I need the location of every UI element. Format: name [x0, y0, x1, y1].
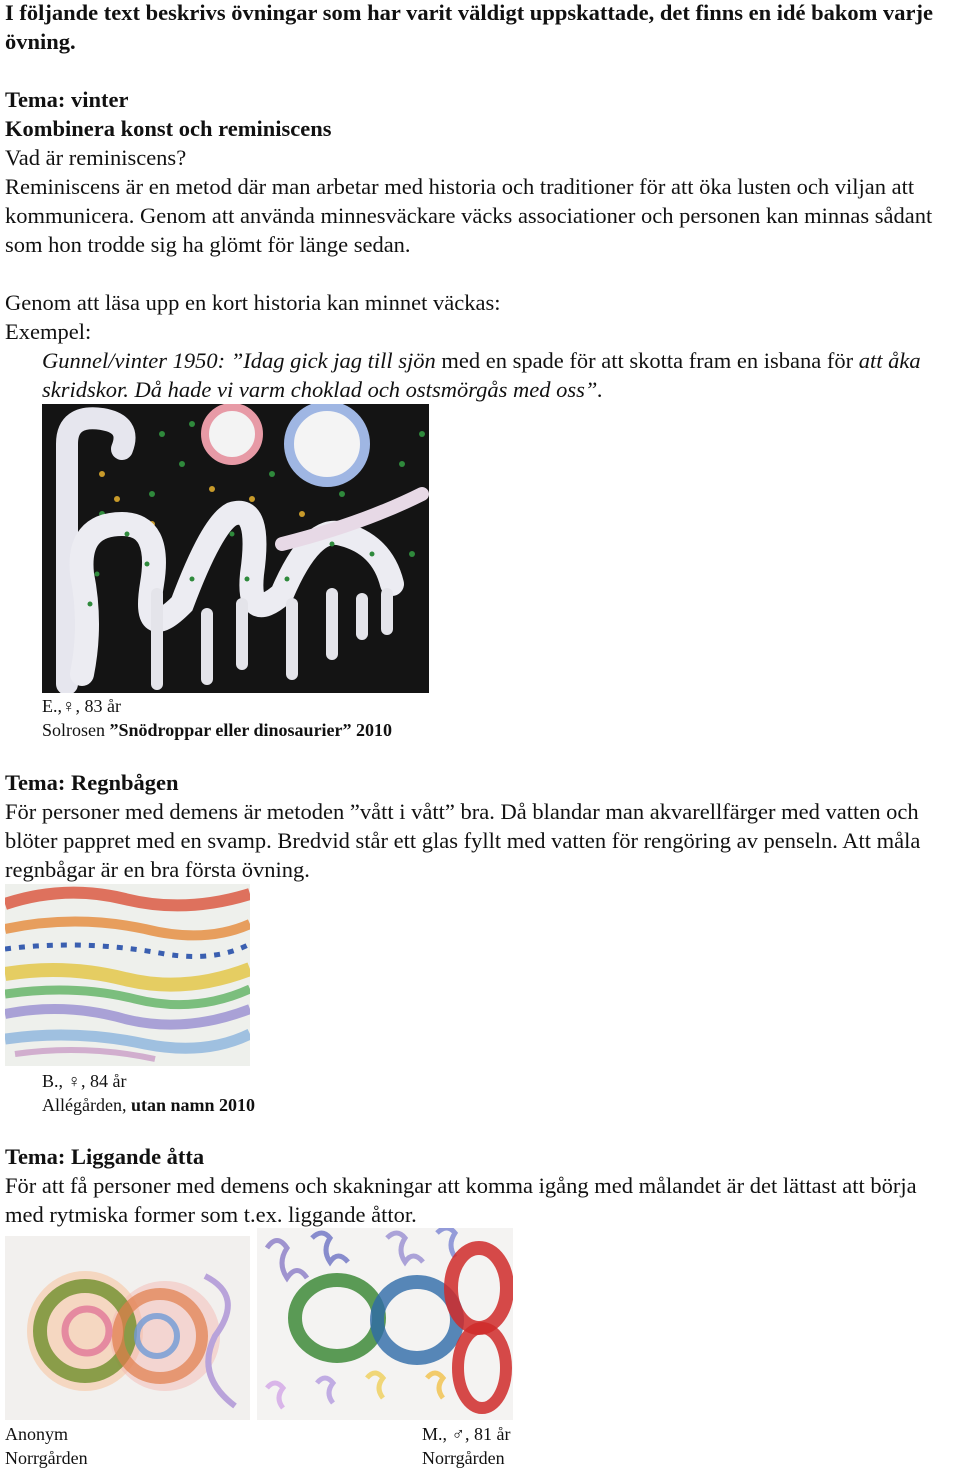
example-italic-start: Gunnel/vinter 1950: ”Idag gick jag till sjön — [42, 348, 436, 373]
caption-title: ”Snödroppar eller dinosaurier” 2010 — [109, 720, 393, 740]
caption-title: utan namn 2010 — [130, 1095, 255, 1115]
section-vinter-paragraph — [5, 172, 950, 259]
section-liggande-atta-theme: Tema: Liggande åtta — [5, 1144, 205, 1169]
reminiscens-explanation: Genom att använda minnesväckare väcks associationer och personen kan minnas sådant som hon trodde sig ha glömt för länge sedan. — [5, 203, 933, 257]
reminiscens-definition: Reminiscens är en metod där man arbetar med historia och traditioner för att öka lusten och viljan att kommunicera. — [5, 174, 915, 228]
painting-snowdrops — [42, 404, 429, 693]
section-vinter-example — [42, 346, 960, 404]
section-regnbagen-text — [5, 797, 950, 884]
regnbagen-text-a: För personer med demens är metoden ”vått i vått” bra. — [5, 799, 495, 824]
section-vinter-example-label: Exempel: — [5, 319, 92, 344]
caption-place: Solrosen — [42, 720, 110, 740]
section-vinter-question: Vad är reminiscens? — [5, 145, 187, 170]
painting-snowdrops-author: E.,♀, 83 år — [42, 696, 121, 716]
painting-eights-m — [257, 1228, 513, 1420]
section-regnbagen-theme: Tema: Regnbågen — [5, 770, 179, 795]
painting-rainbow — [5, 884, 250, 1066]
example-plain: med en spade för att skotta fram en isbana för — [435, 348, 859, 373]
section-vinter-theme: Tema: vinter — [5, 87, 129, 112]
section-vinter-story-intro: Genom att läsa upp en kort historia kan minnet väckas: — [5, 290, 501, 315]
painting-eights-anonym-author: Anonym — [5, 1424, 68, 1444]
section-liggande-atta-text: För att få personer med demens och skakningar att komma igång med målandet är det lättast att börja med rytmiska former som t.ex. liggande åttor. — [5, 1173, 917, 1227]
painting-eights-anonym-place: Norrgården — [5, 1448, 88, 1468]
painting-rainbow-author: B., ♀, 84 år — [42, 1071, 127, 1091]
painting-eights-anonym — [5, 1236, 250, 1420]
painting-rainbow-caption — [42, 1093, 255, 1117]
painting-eights-m-place: Norrgården — [422, 1448, 505, 1468]
caption-place: Allégården, — [42, 1095, 131, 1115]
regnbagen-text-b: Då blandar man akvarellfärger med vatten och blöter pappret med en svamp. Bredvid står ett glas fyllt med vatten för rengöring av penseln. Att måla regnbågar är en bra första övning. — [5, 799, 921, 882]
intro-text: I följande text beskrivs övningar som har varit väldigt uppskattade, det finns en idé bakom varje övning. — [5, 0, 933, 54]
section-vinter-subtitle: Kombinera konst och reminiscens — [5, 116, 332, 141]
example-italic-end: att åka skridskor. Då hade vi varm choklad och ostsmörgås med oss”. — [42, 348, 921, 402]
painting-snowdrops-caption — [42, 718, 392, 742]
painting-eights-m-author: M., ♂, 81 år — [422, 1424, 511, 1444]
